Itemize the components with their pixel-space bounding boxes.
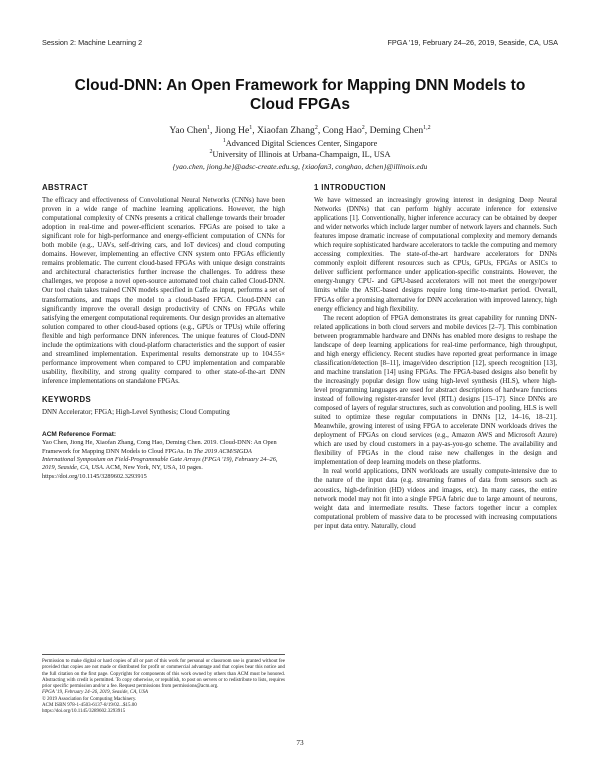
abstract-text: The efficacy and effectiveness of Convolutional Neural Networks (CNNs) have been proven in a wide range of machine learning applications. However, the high computational complexity of CNNs presents a critical challenge towards their broader adoption in real-time and power-efficient scenarios. FPGAs are poised to take a significant role for high-performance and energy-efficient computation of CNNs for both mobile (e.g., UAVs, self-driving cars, and IoT devices) and cloud computing domains. However, implementing an effective CNN system onto FPGAs efficiently remains problematic. The current cloud-based FPGAs with unique design constraints and architectural characteristics further increase the challenges. To address these challenges, we propose a novel open-source automated tool chain called Cloud-DNN. Our tool chain takes trained CNN models specified in Caffe as input, performs a set of transformations, and maps the model to a cloud-based FPGA. Cloud-DNN can significantly improve the overall design productivity of CNNs on FPGAs while satisfying the emergent computational requirements. Our design provides an alternative solution compared to other cloud-based options (e.g., GPUs or TPUs) while offering flexible and high performance DNN inferences. The unique features of Cloud-DNN include the optimizations with cloud-platform characteristics and the support of easier and streamlined implementation. Experimental results demonstrate up to 104.55× performance improvement when compared to CPU implementation and comparable usability, flexibility, and strong quality compared to other state-of-the-art DNN inference implementations on standalone FPGAs. xyxy=(42,196,285,385)
introduction-paragraph-3: In real world applications, DNN workloads are usually compute-intensive due to the nature of the input data (e.g. streaming frames of data from sensors such as acoustics, high-definition (HD) videos and images, etc). In many cases, the entire network model may not fit into a single FPGA fabric due to large amount of neurons, weight data and intermediate results. These factors together incur a complex computational problem of massive data to be processed with increasing computations per input data entry. Naturally, cloud xyxy=(314,467,557,530)
acm-reference-heading: ACM Reference Format: xyxy=(42,431,117,439)
acm-reference-tail: ACM, New York, NY, USA, 10 pages. https://doi.org/10.1145/3289602.3293915 xyxy=(42,464,203,480)
author-list: Yao Chen$^1$, Jiong He$^1$, Xiaofan Zhang$^2$, Cong Hao$^2$, Deming Chen$^{1,2}$ xyxy=(169,124,431,136)
author-affiliation-mark: 2 xyxy=(361,124,365,131)
acm-reference xyxy=(42,431,285,481)
author-affiliation-mark: 1,2 xyxy=(423,124,431,131)
introduction-paragraph-1: We have witnessed an increasingly growing interest in designing Deep Neural Networks (DNNs) that can perform highly accurate inference for extensive applications [1]. Conventionally, higher inference accuracy can be obtained by deeper and wider networks which include larger number of network layers and channels. Such features impose dramatic increase of computational complexity and memory demands which require sophisticated hardware accelerators to tackle the computing and memory accessing complexities. The state-of-the-art hardware accelerators for DNNs commonly exploit different resources such as CPUs, GPUs, FPGAs or ASICs to deliver sufficient performance under application-specific constraints. However, the energy-hungry CPU- and GPU-based accelerators will not meet the energy/power limits while the ASIC-based designs require long time-to-market period. Overall, FPGAs offer a promising alternative for DNN acceleration with improved latency, high energy efficiency and high flexibility. xyxy=(314,196,557,313)
author-affiliation-mark: 2 xyxy=(314,124,318,131)
right-column xyxy=(314,183,557,531)
affiliation-text: University of Illinois at Urbana-Champaign, IL, USA xyxy=(212,150,391,159)
page-number: 73 xyxy=(296,738,304,747)
author-affiliation-mark: 1 xyxy=(207,124,211,131)
acm-reference-venue: The 2019 ACM/SIGDA International Symposium on Field-Programmable Gate Arrays (FPGA '19), February 24–26, 2019, Seaside, CA, USA. xyxy=(42,447,278,472)
affiliation-mark: 1 xyxy=(222,138,226,145)
permission-venue: FPGA '19, February 24–26, 2019, Seaside, CA, USA xyxy=(42,690,148,696)
affiliation-1 xyxy=(60,138,540,149)
isbn-line: ACM ISBN 978-1-4503-6137-8/19/02...$15.00 xyxy=(42,702,137,708)
running-header-left: Session 2: Machine Learning 2 xyxy=(42,38,143,47)
author-name: Cong Hao xyxy=(322,125,362,136)
author-name: Yao Chen xyxy=(169,125,208,136)
author-emails: {yao.chen, jiong.he}@adsc-create.edu.sg, {xiaofan3, conghao, dchen}@illinois.edu xyxy=(172,162,428,171)
author-affiliation-mark: 1 xyxy=(249,124,253,131)
author-name: Jiong He xyxy=(214,125,250,136)
author-name: Deming Chen xyxy=(369,125,424,136)
paper-title: Cloud-DNN: An Open Framework for Mapping DNN Models to Cloud FPGAs xyxy=(74,77,526,113)
abstract-heading: ABSTRACT xyxy=(42,183,89,192)
affiliation-text: Advanced Digital Sciences Center, Singapore xyxy=(225,139,378,148)
author-name: Xiaofan Zhang xyxy=(257,125,315,136)
permission-text: Permission to make digital or hard copies of all or part of this work for personal or classroom use is granted without fee provided that copies are not made or distributed for profit or commercial advantage and that copies bear this notice and the full citation on the first page. Copyrights for components of this work owned by others than ACM must be honored. Abstracting with credit is permitted. To copy otherwise, or republish, to post on servers or to redistribute to lists, requires prior specific permission and/or a fee. Request permissions from permissions@acm.org. xyxy=(42,659,285,689)
keywords-text: DNN Accelerator; FPGA; High-Level Synthesis; Cloud Computing xyxy=(42,407,230,416)
introduction-heading: 1 INTRODUCTION xyxy=(314,183,386,192)
footnote-rule xyxy=(42,654,285,655)
permission-notice xyxy=(42,659,285,715)
doi-link[interactable]: https://doi.org/10.1145/3289602.3293915 xyxy=(42,709,126,714)
acm-reference-text: Yao Chen, Jiong He, Xiaofan Zhang, Cong Hao, Deming Chen. 2019. Cloud-DNN: An Open Framework for Mapping DNN Models to Cloud FPGAs. In xyxy=(42,439,277,455)
running-header-right: FPGA '19, February 24–26, 2019, Seaside, CA, USA xyxy=(387,38,558,47)
affiliation-mark: 2 xyxy=(209,149,213,156)
left-column xyxy=(42,183,285,481)
keywords-heading: KEYWORDS xyxy=(42,394,92,404)
introduction-paragraph-2: The recent adoption of FPGA demonstrates its great capability for running DNN-related applications in both cloud servers and mobile devices [2–7]. This combination between programmable hardware and DNNs has enabled more designs to reshape the landscape of deep learning applications for real-time performance, high throughput, and high energy efficiency. Recent studies have reported great performance in image classification/detection [8–11], image/video description [12], speech recognition [13], and machine translation [14] using FPGAs. The FPGA-based designs also benefit by the increasingly popular design flow using high-level synthesis (HLS), where high-level programming languages are used for abstract descriptions of hardware functions instead of following register-transfer level (RTL) designs [15–17]. Since DNNs are composed of layers of regular structures, such as convolution and pooling, HLS is well suited to optimize these regular computations in DNNs [12, 14–16, 18–21]. Meanwhile, growing interest of using FPGA to accelerate DNN workloads drives the deployment of FPGAs on cloud services (e.g., Amazon AWS and Microsoft Azure) which are used by cloud customers in a pay-as-you-go scheme. The availability and flexibility of FPGAs in the cloud raise new challenges in the design and implementation of deep learning models on these platforms. xyxy=(314,313,557,467)
affiliation-2 xyxy=(60,149,540,160)
copyright-line: © 2019 Association for Computing Machinery. xyxy=(42,696,137,702)
